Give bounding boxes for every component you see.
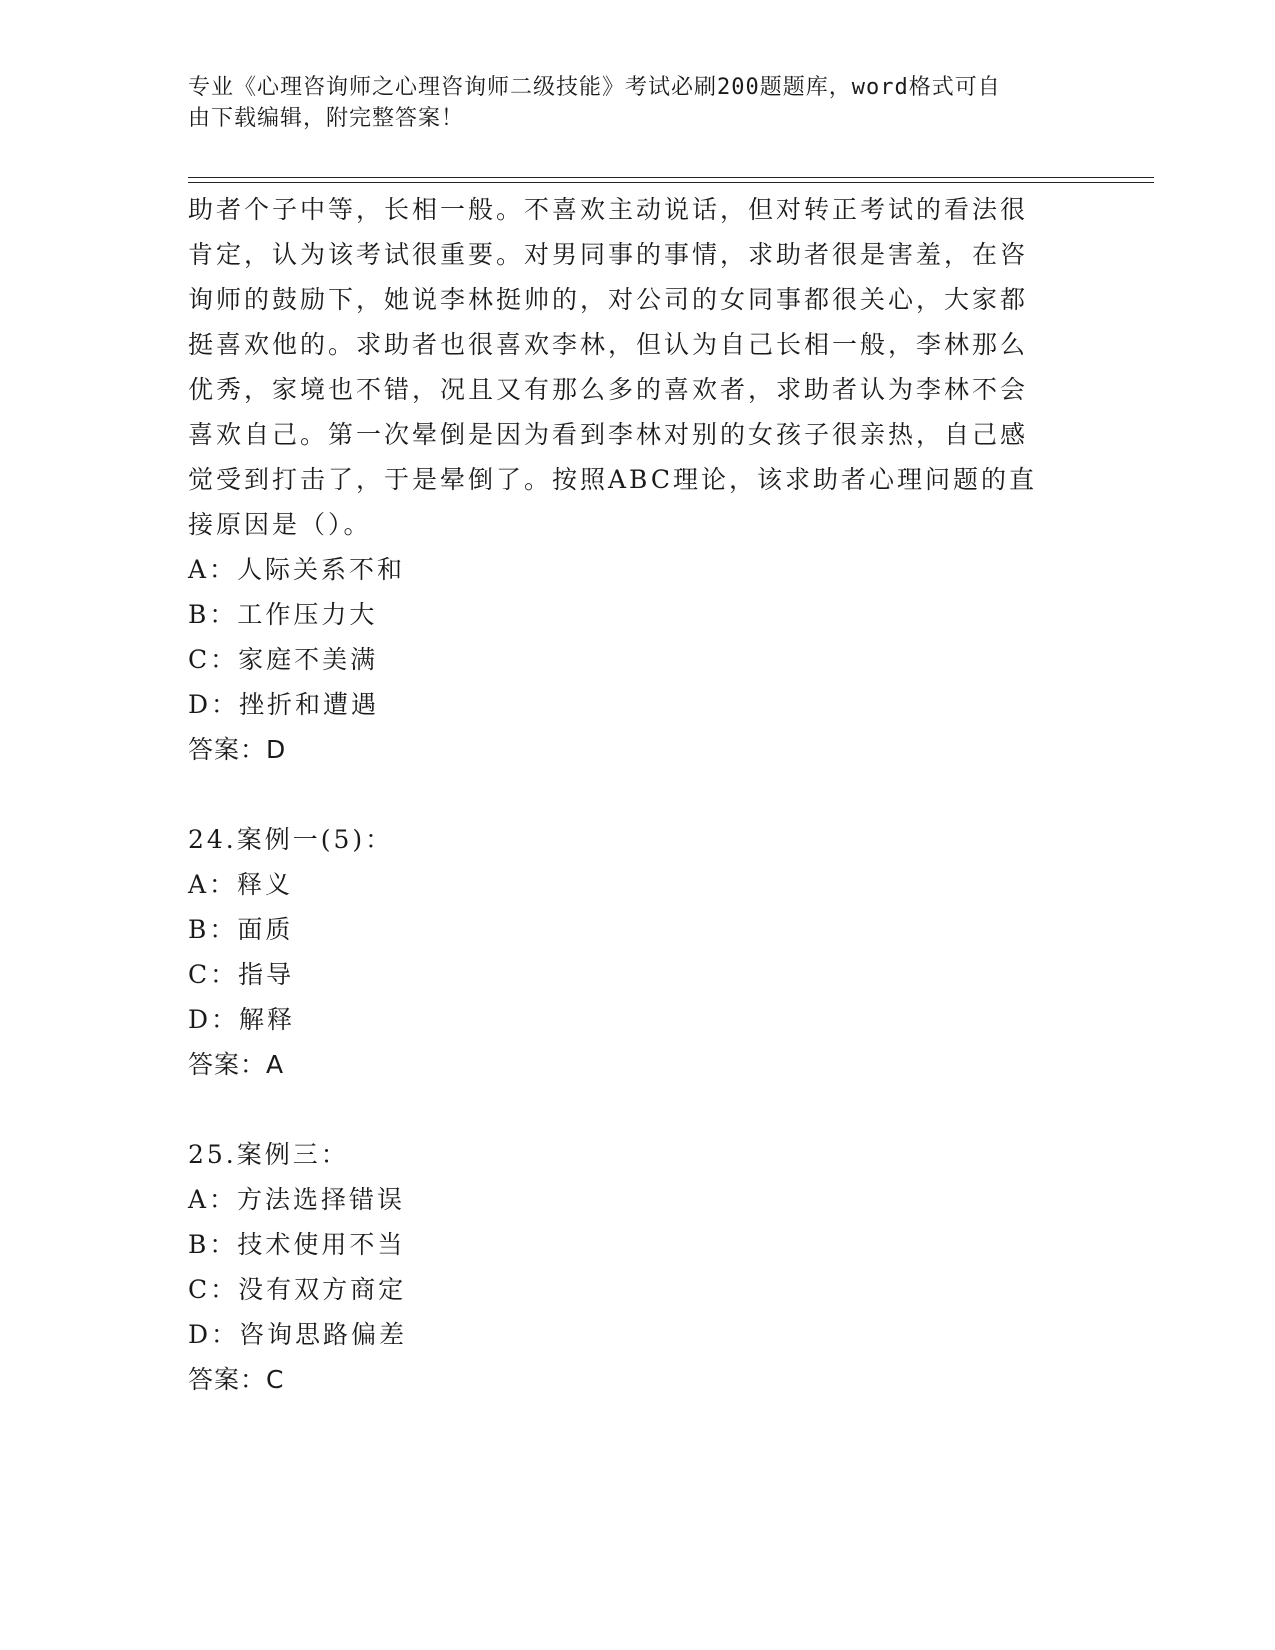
stem-line-7: 觉受到打击了，于是晕倒了。按照ABC理论，该求助者心理问题的直 <box>188 465 1038 494</box>
question-title: 24.案例一(5)： <box>188 825 394 854</box>
question-23 <box>188 187 1068 772</box>
document-header <box>188 72 1068 134</box>
stem-line-8: 接原因是（）。 <box>188 510 372 539</box>
stem-line-3: 询师的鼓励下，她说李林挺帅的，对公司的女同事都很关心，大家都 <box>188 285 1029 314</box>
answer-line: 答案：A <box>188 1050 285 1079</box>
option-d: D：解释 <box>188 1005 296 1034</box>
option-d: D：咨询思路偏差 <box>188 1320 408 1349</box>
header-divider-top <box>188 177 1154 178</box>
stem-line-5: 优秀，家境也不错，况且又有那么多的喜欢者，求助者认为李林不会 <box>188 375 1029 404</box>
question-title: 25.案例三： <box>188 1140 349 1169</box>
option-a: A：释义 <box>188 870 294 899</box>
option-d: D：挫折和遭遇 <box>188 690 380 719</box>
option-b: B：技术使用不当 <box>188 1230 406 1259</box>
stem-line-4: 挺喜欢他的。求助者也很喜欢李林，但认为自己长相一般，李林那么 <box>188 330 1029 359</box>
header-divider-bottom <box>188 182 1154 183</box>
stem-line-2: 肯定，认为该考试很重要。对男同事的事情，求助者很是害羞，在咨 <box>188 240 1029 269</box>
spacer <box>188 1087 1068 1132</box>
spacer <box>188 772 1068 817</box>
question-23-stem <box>188 187 1068 547</box>
question-24 <box>188 817 1068 1087</box>
option-b: B：工作压力大 <box>188 600 378 629</box>
document-body <box>188 187 1068 1402</box>
answer-line: 答案：C <box>188 1365 285 1394</box>
option-a: A：方法选择错误 <box>188 1185 406 1214</box>
option-a: A：人际关系不和 <box>188 555 406 584</box>
stem-line-1: 助者个子中等，长相一般。不喜欢主动说话，但对转正考试的看法很 <box>188 195 1029 224</box>
option-b: B：面质 <box>188 915 294 944</box>
header-line-1: 专业《心理咨询师之心理咨询师二级技能》考试必刷200题题库，word格式可自 <box>188 75 1001 100</box>
option-c: C：指导 <box>188 960 295 989</box>
question-25 <box>188 1132 1068 1402</box>
option-c: C：没有双方商定 <box>188 1275 407 1304</box>
answer-line: 答案：D <box>188 735 287 764</box>
header-line-2: 由下载编辑，附完整答案！ <box>188 106 465 131</box>
option-c: C：家庭不美满 <box>188 645 379 674</box>
stem-line-6: 喜欢自己。第一次晕倒是因为看到李林对别的女孩子很亲热，自己感 <box>188 420 1029 449</box>
